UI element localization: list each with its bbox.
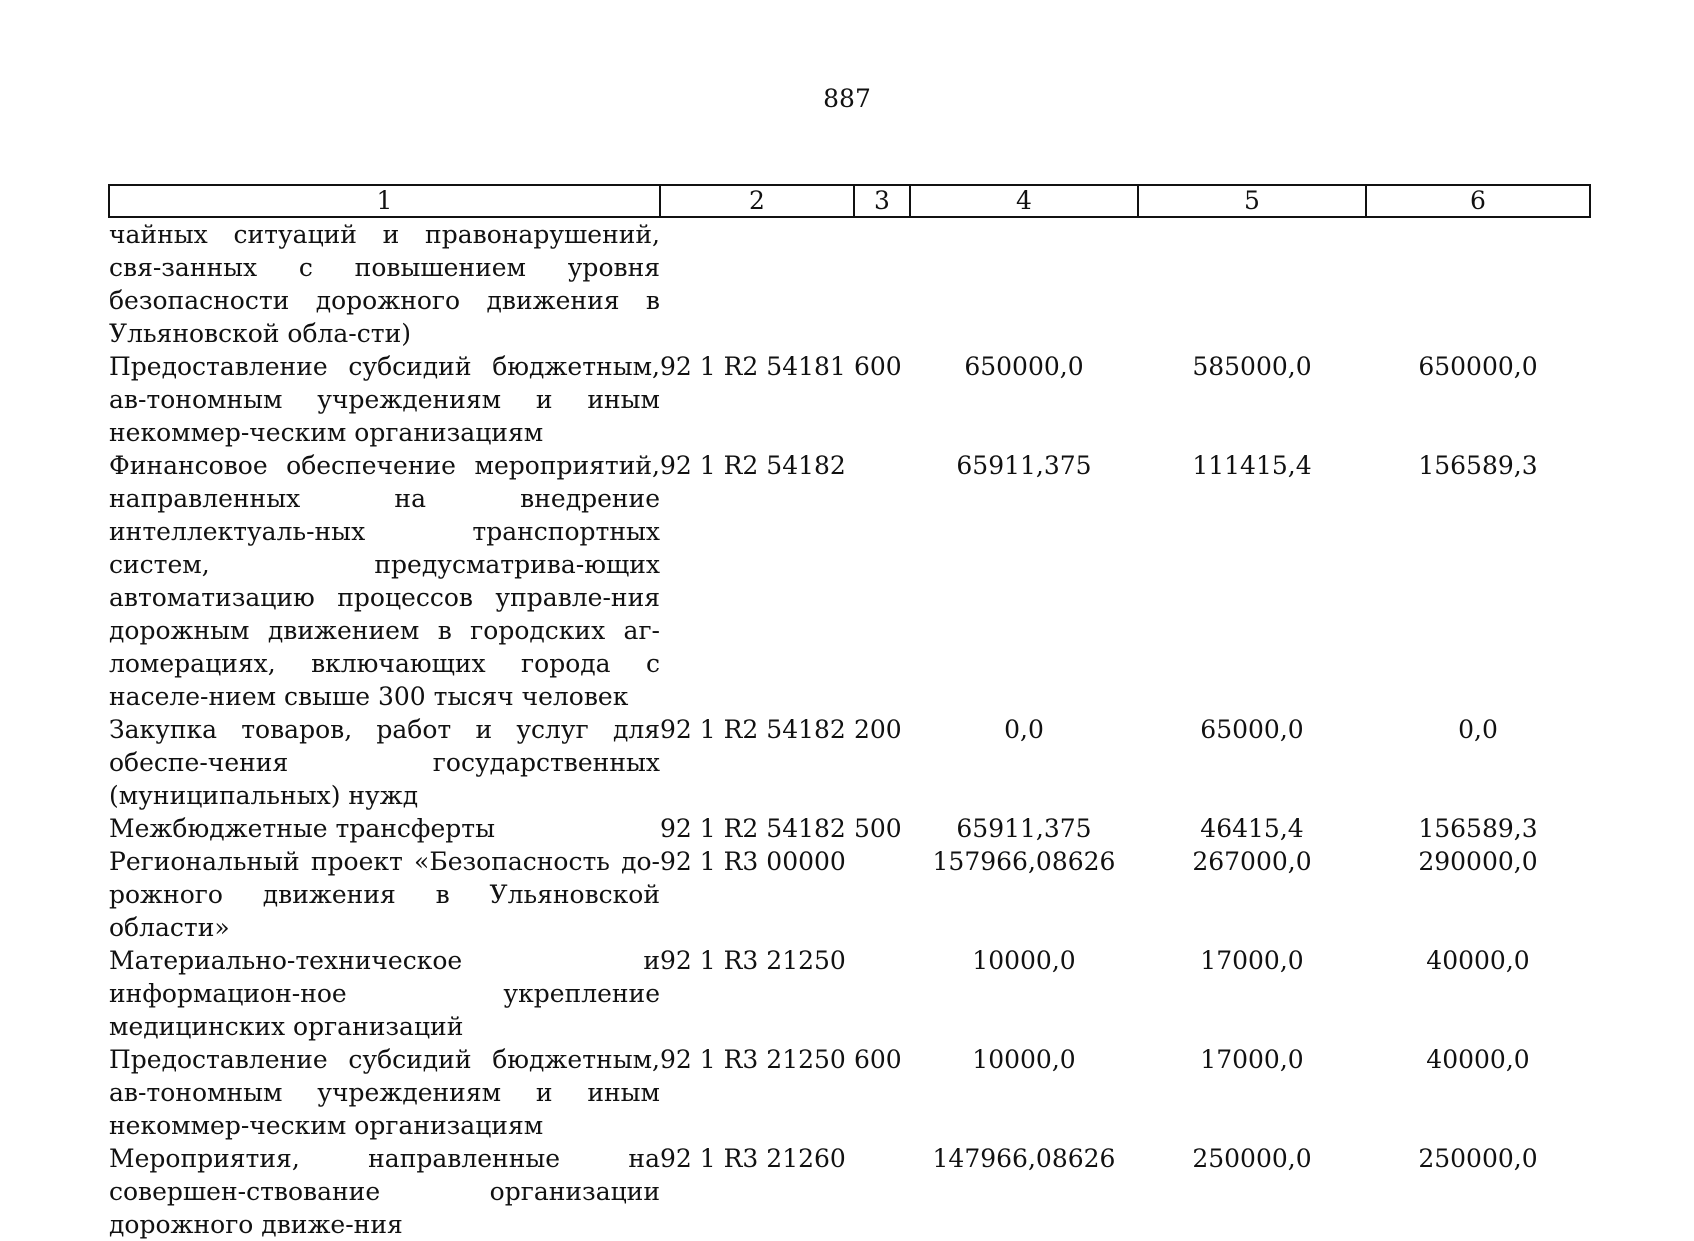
row-value-col6: 290000,0: [1418, 847, 1538, 876]
row-expense-type: 600: [854, 1045, 902, 1074]
row-code: 92 1 R2 54182: [660, 715, 846, 744]
row-value-col4: 157966,08626: [932, 847, 1116, 876]
row-expense-type: [854, 944, 910, 1043]
table-row: [109, 449, 1590, 713]
row-expense-type: [854, 1142, 910, 1241]
budget-table: [108, 184, 1591, 1241]
column-header-5: 5: [1138, 185, 1366, 217]
row-expense-type: [854, 217, 910, 350]
row-value-col5: 17000,0: [1200, 946, 1304, 975]
row-value-col6: [1366, 217, 1590, 350]
row-name: Межбюджетные трансферты: [109, 814, 496, 843]
row-code: [660, 217, 854, 350]
row-name: Материально-техническое и информацион-ное укрепление медицинских организаций: [109, 946, 660, 1041]
row-value-col6: 40000,0: [1426, 1045, 1530, 1074]
row-value-col6: 40000,0: [1426, 946, 1530, 975]
row-value-col6: 156589,3: [1418, 451, 1538, 480]
table-row: [109, 350, 1590, 449]
row-value-col6: 250000,0: [1418, 1144, 1538, 1173]
table-row: [109, 812, 1590, 845]
table-row: [109, 1142, 1590, 1241]
row-code: 92 1 R2 54182: [660, 814, 846, 843]
row-value-col4: [910, 217, 1138, 350]
column-header-1: 1: [109, 185, 660, 217]
row-code: 92 1 R3 21250: [660, 1045, 846, 1074]
row-expense-type: [854, 845, 910, 944]
row-value-col6: 156589,3: [1418, 814, 1538, 843]
row-value-col5: 585000,0: [1192, 352, 1312, 381]
row-value-col4: 147966,08626: [932, 1144, 1116, 1173]
row-value-col5: 250000,0: [1192, 1144, 1312, 1173]
row-value-col6: 650000,0: [1418, 352, 1538, 381]
row-code: 92 1 R3 21260: [660, 1144, 846, 1173]
row-name: Региональный проект «Безопасность до-рожного движения в Ульяновской области»: [109, 847, 660, 942]
row-code: 92 1 R3 00000: [660, 847, 846, 876]
row-expense-type: 200: [854, 715, 902, 744]
column-header-6: 6: [1366, 185, 1590, 217]
row-expense-type: 500: [854, 814, 902, 843]
row-value-col5: 111415,4: [1192, 451, 1312, 480]
row-code: 92 1 R2 54182: [660, 451, 846, 480]
row-name: чайных ситуаций и правонарушений, свя-занных с повышением уровня безопасности дорожного движения в Ульяновской обла-сти): [109, 220, 660, 348]
table-row: [109, 1043, 1590, 1142]
row-value-col5: 267000,0: [1192, 847, 1312, 876]
table-row: [109, 713, 1590, 812]
row-value-col4: 65911,375: [956, 451, 1092, 480]
table-body: [109, 217, 1590, 1241]
row-name: Предоставление субсидий бюджетным, ав-тономным учреждениям и иным некоммер-ческим организациям: [109, 352, 660, 447]
page-number: 887: [823, 84, 871, 113]
row-value-col4: 10000,0: [972, 1045, 1076, 1074]
column-header-2: 2: [660, 185, 854, 217]
row-expense-type: 600: [854, 352, 902, 381]
row-value-col5: 46415,4: [1200, 814, 1304, 843]
row-code: 92 1 R3 21250: [660, 946, 846, 975]
row-value-col4: 650000,0: [964, 352, 1084, 381]
column-header-3: 3: [854, 185, 910, 217]
row-value-col4: 65911,375: [956, 814, 1092, 843]
column-header-4: 4: [910, 185, 1138, 217]
table-row: [109, 944, 1590, 1043]
row-value-col4: 0,0: [1004, 715, 1044, 744]
row-name: Финансовое обеспечение мероприятий, направленных на внедрение интеллектуаль-ных транспортных систем, предусматрива-ющих автоматизацию процессов управле-ния дорожным движением в городских аг-ломерациях, включающих города с населе-нием свыше 300 тысяч человек: [109, 451, 660, 711]
row-value-col4: 10000,0: [972, 946, 1076, 975]
row-value-col5: 65000,0: [1200, 715, 1304, 744]
row-value-col5: 17000,0: [1200, 1045, 1304, 1074]
row-code: 92 1 R2 54181: [660, 352, 846, 381]
header-row: [109, 185, 1590, 217]
table-row: [109, 217, 1590, 350]
row-name: Предоставление субсидий бюджетным, ав-тономным учреждениям и иным некоммер-ческим организациям: [109, 1045, 660, 1140]
row-name: Закупка товаров, работ и услуг для обеспе-чения государственных (муниципальных) нужд: [109, 715, 660, 810]
table-row: [109, 845, 1590, 944]
row-expense-type: [854, 449, 910, 713]
row-name: Мероприятия, направленные на совершен-ствование организации дорожного движе-ния: [109, 1144, 660, 1239]
row-value-col6: 0,0: [1458, 715, 1498, 744]
row-value-col5: [1138, 217, 1366, 350]
